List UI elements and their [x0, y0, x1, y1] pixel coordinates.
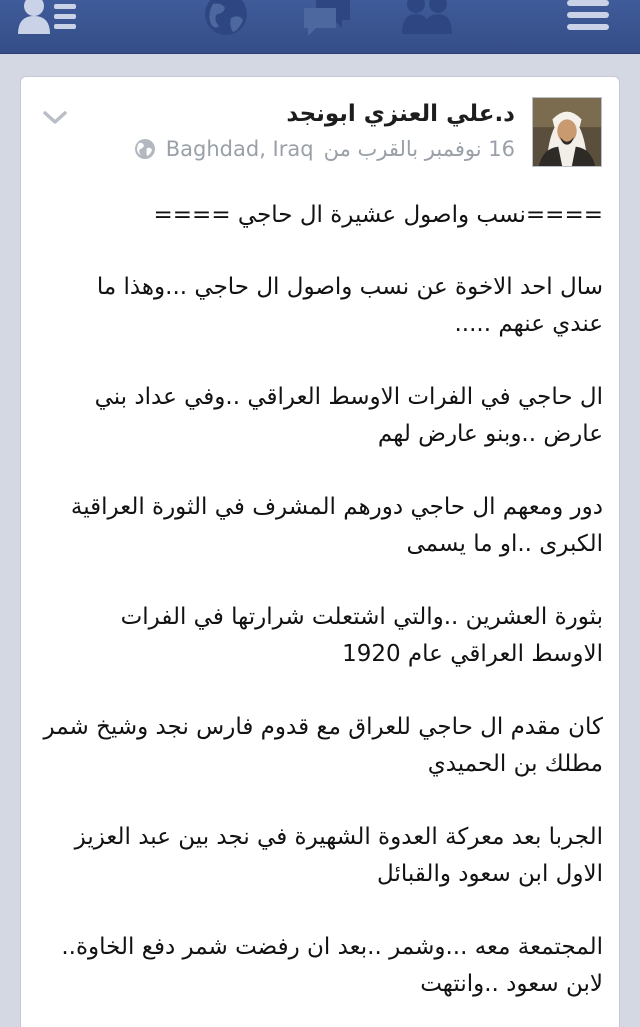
post-paragraph: ال حاجي في الفرات الاوسط العراقي ..وفي عداد بني عارض ..وبنو عارض لهم	[94, 384, 603, 447]
post-title: ====نسب واصول عشيرة ال حاجي ====	[153, 202, 603, 228]
post-paragraph: كان مقدم ال حاجي للعراق مع قدوم فارس نجد وشيخ شمر مطلك بن الحميدي	[43, 714, 603, 777]
chevron-down-icon[interactable]	[43, 111, 67, 125]
post-paragraph: المجتمعة معه ...وشمر ..بعد ان رفضت شمر دفع الخاوة.. لابن سعود ..وانتهت	[61, 934, 603, 997]
post-paragraph: سال احد الاخوة عن نسب واصول ال حاجي ...وهذا ما عندي عنهم .....	[96, 274, 603, 337]
post-paragraph: الجربا بعد معركة العدوة الشهيرة في نجد بين عبد العزيز الاول ابن سعود والقبائل	[74, 824, 603, 887]
post-time[interactable]: 16 نوفمبر بالقرب من	[323, 137, 515, 161]
post-paragraph: دور ومعهم ال حاجي دورهم المشرف في الثورة العراقية الكبرى ..او ما يسمى	[70, 494, 603, 557]
post-body	[43, 197, 603, 1027]
post-card	[20, 76, 620, 1027]
menu-icon[interactable]	[567, 0, 609, 40]
post-paragraph: بثورة العشرين ..والتي اشتعلت شرارتها في الفرات الاوسط العراقي عام 1920	[120, 604, 603, 667]
post-location[interactable]: Baghdad, Iraq	[165, 137, 314, 161]
globe-icon	[134, 138, 156, 160]
friend-requests-icon[interactable]	[18, 0, 80, 40]
top-navigation-bar	[0, 0, 640, 54]
post-meta	[134, 137, 515, 161]
notifications-globe-icon[interactable]	[203, 0, 249, 40]
messages-icon[interactable]	[302, 0, 352, 40]
author-avatar[interactable]	[532, 97, 602, 167]
author-name[interactable]: د.علي العنزي ابونجد	[286, 101, 515, 127]
friends-icon[interactable]	[400, 0, 456, 40]
